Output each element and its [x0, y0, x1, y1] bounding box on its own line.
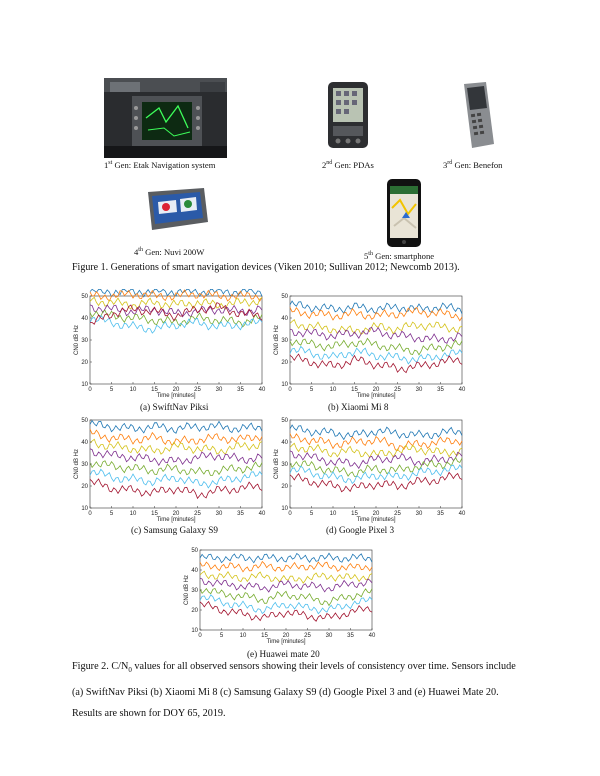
figure-1-caption: Figure 1. Generations of smart navigation devices (Viken 2010; Sullivan 2012; Newcomb 2013).: [72, 262, 460, 273]
x-tick-label: 40: [258, 387, 266, 393]
x-tick-label: 10: [239, 633, 247, 639]
device-caption-4: 4th Gen: Nuvi 200W: [134, 247, 205, 257]
etak-illustration: [104, 78, 227, 158]
subcaption-b: (b) Xiaomi Mi 8: [328, 402, 389, 412]
x-axis-label: Time [minutes]: [266, 639, 306, 645]
x-tick-label: 15: [261, 633, 268, 639]
x-tick-label: 25: [194, 511, 201, 517]
x-tick-label: 35: [437, 511, 444, 517]
y-axis-label: CN0 dB Hz: [184, 574, 190, 606]
x-tick-label: 5: [309, 511, 314, 517]
y-tick-label: 40: [81, 440, 88, 446]
pda-illustration: [326, 80, 370, 150]
x-tick-label: 40: [458, 511, 466, 517]
etak-navigation-photo: [104, 78, 227, 158]
y-axis-label: CN0 dB Hz: [74, 324, 80, 356]
y-tick-label: 10: [81, 382, 88, 388]
figure-2-caption-line2: (a) SwiftNav Piksi (b) Xiaomi Mi 8 (c) Samsung Galaxy S9 (d) Google Pixel 3 and (e) Huawei Mate 20.: [72, 686, 499, 698]
y-tick-label: 40: [281, 316, 288, 322]
y-tick-label: 30: [281, 338, 288, 344]
x-tick-label: 30: [415, 387, 423, 393]
subcaption-a: (a) SwiftNav Piksi: [140, 402, 209, 412]
x-axis-label: Time [minutes]: [156, 393, 196, 399]
chart-b: [270, 288, 470, 406]
nuvi-illustration: [144, 186, 210, 232]
x-tick-label: 10: [329, 511, 337, 517]
figure-2-caption-line1: Figure 2. $C/N_0$ values for all observed sensors showing their levels of consistency over time. Sensors include: [72, 661, 516, 675]
x-tick-label: 15: [351, 511, 358, 517]
chart-d: [270, 412, 470, 530]
x-tick-label: 35: [347, 633, 354, 639]
x-tick-label: 25: [304, 633, 311, 639]
y-tick-label: 20: [281, 360, 288, 366]
y-axis-label: CN0 dB Hz: [274, 448, 280, 480]
y-axis-label: CN0 dB Hz: [274, 324, 280, 356]
x-tick-label: 30: [215, 511, 223, 517]
device-caption-5: 5th Gen: smartphone: [364, 251, 435, 261]
x-tick-label: 25: [394, 387, 401, 393]
y-tick-label: 10: [191, 628, 198, 634]
x-tick-label: 20: [282, 633, 290, 639]
y-tick-label: 50: [191, 548, 198, 554]
y-tick-label: 30: [191, 588, 198, 594]
y-tick-label: 10: [81, 506, 88, 512]
y-tick-label: 30: [81, 462, 88, 468]
y-tick-label: 10: [281, 382, 288, 388]
x-tick-label: 25: [194, 387, 201, 393]
x-tick-label: 10: [329, 387, 337, 393]
x-tick-label: 40: [458, 387, 466, 393]
x-axis-label: Time [minutes]: [156, 517, 196, 523]
y-tick-label: 30: [281, 462, 288, 468]
y-tick-label: 40: [191, 568, 198, 574]
x-tick-label: 30: [215, 387, 223, 393]
x-tick-label: 10: [129, 387, 137, 393]
chart-a: [70, 288, 270, 406]
subcaption-e: (e) Huawei mate 20: [247, 649, 320, 659]
x-tick-label: 5: [109, 387, 114, 393]
figure-2-caption: [72, 656, 572, 725]
x-axis-label: Time [minutes]: [356, 517, 396, 523]
x-tick-label: 35: [237, 511, 244, 517]
x-tick-label: 30: [415, 511, 423, 517]
smartphone-photo: [386, 178, 422, 248]
y-tick-label: 40: [81, 316, 88, 322]
y-tick-label: 50: [281, 418, 288, 424]
x-tick-label: 30: [325, 633, 333, 639]
y-tick-label: 50: [81, 418, 88, 424]
y-tick-label: 30: [81, 338, 88, 344]
x-tick-label: 0: [198, 633, 202, 639]
x-axis-label: Time [minutes]: [356, 393, 396, 399]
subcaption-d: (d) Google Pixel 3: [326, 525, 395, 535]
benefon-illustration: [456, 80, 498, 150]
x-tick-label: 15: [351, 387, 358, 393]
benefon-photo: [456, 80, 498, 150]
device-caption-1: 1st Gen: Etak Navigation system: [104, 160, 216, 170]
x-tick-label: 35: [237, 387, 244, 393]
x-tick-label: 15: [151, 387, 158, 393]
pda-photo: [326, 80, 370, 150]
nuvi-photo: [144, 186, 210, 232]
y-tick-label: 20: [191, 608, 198, 614]
y-tick-label: 50: [281, 294, 288, 300]
x-tick-label: 0: [288, 511, 292, 517]
x-tick-label: 20: [172, 387, 180, 393]
x-tick-label: 0: [88, 511, 92, 517]
x-tick-label: 20: [172, 511, 180, 517]
x-tick-label: 20: [372, 511, 380, 517]
chart-c: [70, 412, 270, 530]
x-tick-label: 5: [309, 387, 314, 393]
subcaption-c: (c) Samsung Galaxy S9: [131, 525, 219, 535]
x-tick-label: 15: [151, 511, 158, 517]
y-tick-label: 20: [81, 484, 88, 490]
y-tick-label: 10: [281, 506, 288, 512]
x-tick-label: 25: [394, 511, 401, 517]
y-tick-label: 40: [281, 440, 288, 446]
smartphone-illustration: [386, 178, 422, 248]
device-caption-2: 2nd Gen: PDAs: [322, 160, 374, 170]
device-caption-3: 3rd Gen: Benefon: [443, 160, 503, 170]
y-tick-label: 20: [81, 360, 88, 366]
x-tick-label: 0: [88, 387, 92, 393]
plot-area: [290, 296, 462, 384]
x-tick-label: 20: [372, 387, 380, 393]
x-tick-label: 40: [258, 511, 266, 517]
x-tick-label: 5: [219, 633, 224, 639]
y-tick-label: 50: [81, 294, 88, 300]
x-tick-label: 35: [437, 387, 444, 393]
figure-2-caption-line3: Results are shown for DOY 65, 2019.: [72, 708, 226, 720]
x-tick-label: 40: [368, 633, 376, 639]
chart-e: [180, 542, 380, 650]
y-axis-label: CN0 dB Hz: [74, 448, 80, 480]
y-tick-label: 20: [281, 484, 288, 490]
x-tick-label: 0: [288, 387, 292, 393]
x-tick-label: 5: [109, 511, 114, 517]
x-tick-label: 10: [129, 511, 137, 517]
